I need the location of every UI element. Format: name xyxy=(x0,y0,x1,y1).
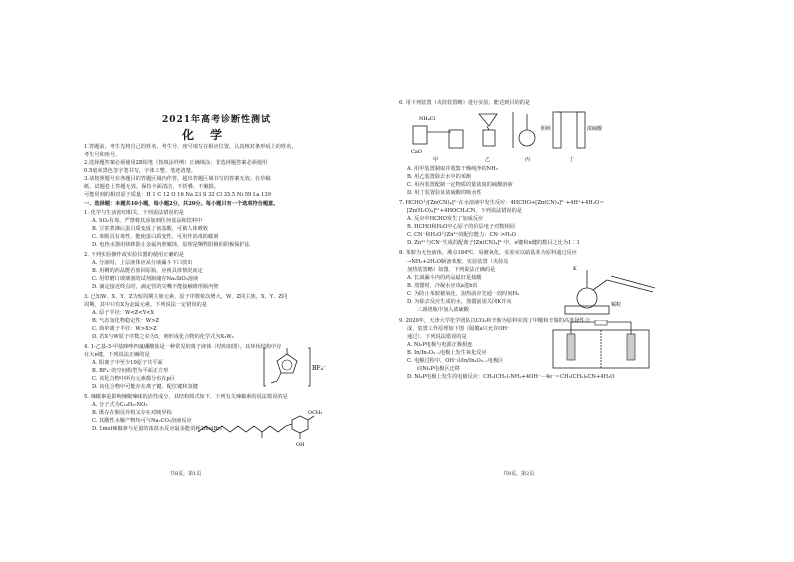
option: A. 反应中HCHO发生了加成反应 xyxy=(407,216,484,222)
figure-label-c: 丙 xyxy=(525,157,531,163)
question-stem: [Zn(H₂O)₄]²⁺+4HOCH₂CN，下列说法错误的是 xyxy=(407,208,522,214)
atomic-mass-line: 可能用到的相对原子质量：H 1 C 12 O 16 Na 23 S 32 Cl 35.5 Ni 59 La 139 xyxy=(84,192,272,198)
note-line: 2.选择题答案必须使用2B铅笔（按填涂样例）正确填涂；非选择题答案必须使用 xyxy=(84,160,268,166)
question-stem: 5. 辣椒素是影响辣椒辣味的活性成分，其结构简式如下，下列有关辣椒素的说法错误的是 xyxy=(84,394,288,400)
capsaicin-structure xyxy=(196,402,326,448)
option: A. SO₂有毒，严禁将其添加到任何食品和饮料中 xyxy=(92,218,203,224)
k-label: K xyxy=(573,266,577,272)
option: A. 阳离子中至少10原子共平面 xyxy=(92,360,163,366)
option: A. 分子式为C₁₈H₂₇NO₃ xyxy=(92,402,148,408)
option: C. 简单离子半径：W>X>Z xyxy=(92,326,157,332)
question-stem: 9. 2020年，天津大学化学团队以CO₂和辛胺为原料实现了甲酸和辛腈的高选择性合 xyxy=(399,318,590,324)
option: D. 滴定接近终点时，滴定管的尖嘴不能接触锥形瓶内壁 xyxy=(92,284,219,290)
option: C. 为防止苯胺被氧化，加热前应先通一段时间H₂ xyxy=(407,291,520,297)
option: A. 原子半径：W<Z<Y<X xyxy=(92,310,155,316)
option: 三颈烧瓶中加入浓硫酸 xyxy=(417,307,469,313)
option: D. Zn²⁺与CN⁻生成的配离子[Zn(CN)₄]²⁻中，σ键和π键的数目之比为1∶1 xyxy=(407,240,580,246)
exam-title: 2021年高考诊断性测试 xyxy=(162,115,272,125)
apparatus-figure xyxy=(409,108,619,164)
note-line: 1.答题前，考生先将自己的姓名、考生号、座号填写在相应位置，认真核对条形码上的姓名、 xyxy=(84,144,297,150)
figure-label-d: 丁 xyxy=(569,157,575,163)
subject-title: 化 学 xyxy=(182,128,229,142)
option: C. 电解过程中，OH⁻由In/In₂O₃₋ₓ电极区 xyxy=(407,358,504,364)
option: A. 长颈漏斗内的药品最好是盐酸 xyxy=(407,275,482,281)
page-footer: 共8页，第2页 xyxy=(503,471,535,477)
option: D. 用丁装置验证浓硫酸的吸水性 xyxy=(407,190,482,196)
option: B. 豆浆煮沸后蛋白质变成了氨基酸，可被人体吸收 xyxy=(92,226,209,232)
distillation-apparatus xyxy=(559,262,675,316)
option: D. 若X与W原子序数之差为5，则形成化合物的化学式为X₃W₂ xyxy=(92,334,234,340)
option: C. 用带磨口玻璃塞的试剂瓶储存Na₂SiO₃溶液 xyxy=(92,276,199,282)
question-stem: 3. 已知W、X、Y、Z为短周期主族元素，原子序数依次增大，W、Z同主族，X、Y、Z同 xyxy=(84,294,288,300)
note-line: 考生号和座号。 xyxy=(84,152,121,158)
option: A. 分液时，上层液体应从分液漏斗下口放出 xyxy=(92,260,193,266)
question-stem: 在大π键，下列说法正确的是 xyxy=(84,352,150,358)
option: D. 为除去反应生成的水，蒸馏前需关闭K并向 xyxy=(407,299,512,305)
option: C. 苯酚具有毒性，能使蛋白质变性，可用作消毒防腐剂 xyxy=(92,234,219,240)
note-line: 3.请按照题号在各题目的答题区域内作答，超出答题区域书写的答案无效；在草稿 xyxy=(84,176,271,182)
option: C. CN⁻和H₂O与Zn²⁺的配位能力：CN⁻>H₂O xyxy=(407,232,516,238)
ionic-liquid-structure xyxy=(262,344,332,390)
hydroxy-label: OH xyxy=(296,442,305,448)
option: D. Ni₂P电极上发生的电极反应：CH₃(CH₂)₇NH₂+4OH⁻－4e⁻＝CH₃(CH₂)₆CN+4H₂O xyxy=(407,374,615,380)
option: 向Ni₂P电极区迁移 xyxy=(417,366,460,372)
option: B. HCHO和H₂O中心原子的价层电子对数相同 xyxy=(407,224,515,230)
section-heading: 一、选择题：本题共10小题，每小题2分，共20分。每小题只有一个选项符合题意。 xyxy=(84,201,279,207)
option: B. 气态氢化物稳定性：W>Z xyxy=(92,318,160,324)
dry-label: 胆矾 xyxy=(541,126,552,132)
option: D. 电热水器用镁棒防止金属内胆腐蚀，原理是牺牲阳极的阴极保护法 xyxy=(92,242,250,248)
option: B. BF₄⁻的空间构型为平面正方形 xyxy=(92,368,169,374)
option: B. In/In₂O₃₋ₓ电极上发生氧化反应 xyxy=(407,350,487,356)
page-right xyxy=(397,0,794,562)
question-stem: 加热装置略）如图。下列说法正确的是 xyxy=(407,267,496,273)
cao-label: CaO xyxy=(411,149,422,155)
h2so4-label: 浓硫酸 xyxy=(587,126,603,132)
note-line: 0.5毫米黑色签字笔书写，字体工整、笔迹清楚。 xyxy=(84,168,197,174)
methoxy-label: OCH₃ xyxy=(308,410,323,416)
tin-label: 锡粒 xyxy=(611,302,622,308)
option: B. 既存在顺反异构又存在对映异构 xyxy=(92,410,172,416)
reaction-equation: →NH₂+2H₂O制备苯胺，实验装置（夹持及 xyxy=(407,259,509,265)
option: B. 用剩的药品能否放回原瓶，应视具体情况而定 xyxy=(92,268,203,274)
question-stem: 6. 用下列装置（夹持装置略）进行实验，能达到目的的是 xyxy=(399,100,531,106)
question-stem: 成，装置工作原理如下图（隔膜a只允许OH⁻ xyxy=(407,326,510,332)
page-footer: 共8页，第1页 xyxy=(170,471,202,477)
question-stem: 通过）。下列说法错误的是 xyxy=(407,334,467,340)
question-stem: 1. 化学与生活密切相关，下列说法错误的是 xyxy=(84,210,184,216)
question-stem: 7. HCHO与[Zn(CN)₄]²⁻在水溶液中发生反应：4HCHO+[Zn(CN)₄]²⁻+4H⁺+4H₂O＝ xyxy=(399,200,605,206)
option: C. 用丙装置配制一定物质的量浓度的硫酸溶液 xyxy=(407,182,513,188)
question-stem: 4. 1-乙基-3-甲基咪唑四氟硼酸盐是一种常见的离子液体（结构如图），其环状结构中存 xyxy=(84,344,282,350)
option: C. 其酸性水解产物均可与Na₂CO₃溶液反应 xyxy=(92,418,192,424)
note-line: 纸、试题卷上答题无效。保持卡面清洁，不折叠、不破损。 xyxy=(84,184,219,190)
nh4cl-label: NH₄Cl xyxy=(419,116,436,122)
bf4-label: BF₄⁻ xyxy=(312,365,327,372)
option: C. 该化合物中所有元素都分布在p区 xyxy=(92,376,176,382)
option: D. 1mol辣椒素与足量的浓溴水反应最多能消耗2molBr₂ xyxy=(92,426,222,432)
figure-label-b: 乙 xyxy=(485,157,491,163)
figure-label-a: 甲 xyxy=(433,157,439,163)
option: A. Ni₂P电极与电源正极相连 xyxy=(407,342,473,348)
option: B. 用乙装置除去水中的苯酚 xyxy=(407,174,472,180)
question-stem: 8. 苯胺为无色液体，沸点184℃，易被氧化。实验室以硝基苯为原料通过反应 xyxy=(399,250,577,256)
question-stem: 周期，其中只有X为金属元素。下列说法一定错误的是 xyxy=(84,302,208,308)
question-stem: 2. 下列实验操作或实验仪器的使用正确的是 xyxy=(84,252,184,258)
option: B. 蒸馏时，冷凝水应该a进b出 xyxy=(407,283,478,289)
option: A. 用甲装置制取并收集干燥纯净的NH₃ xyxy=(407,166,498,172)
option: D. 该化合物中可能存在离子键、配位键和氢键 xyxy=(92,384,198,390)
electrolysis-cell xyxy=(549,320,657,370)
